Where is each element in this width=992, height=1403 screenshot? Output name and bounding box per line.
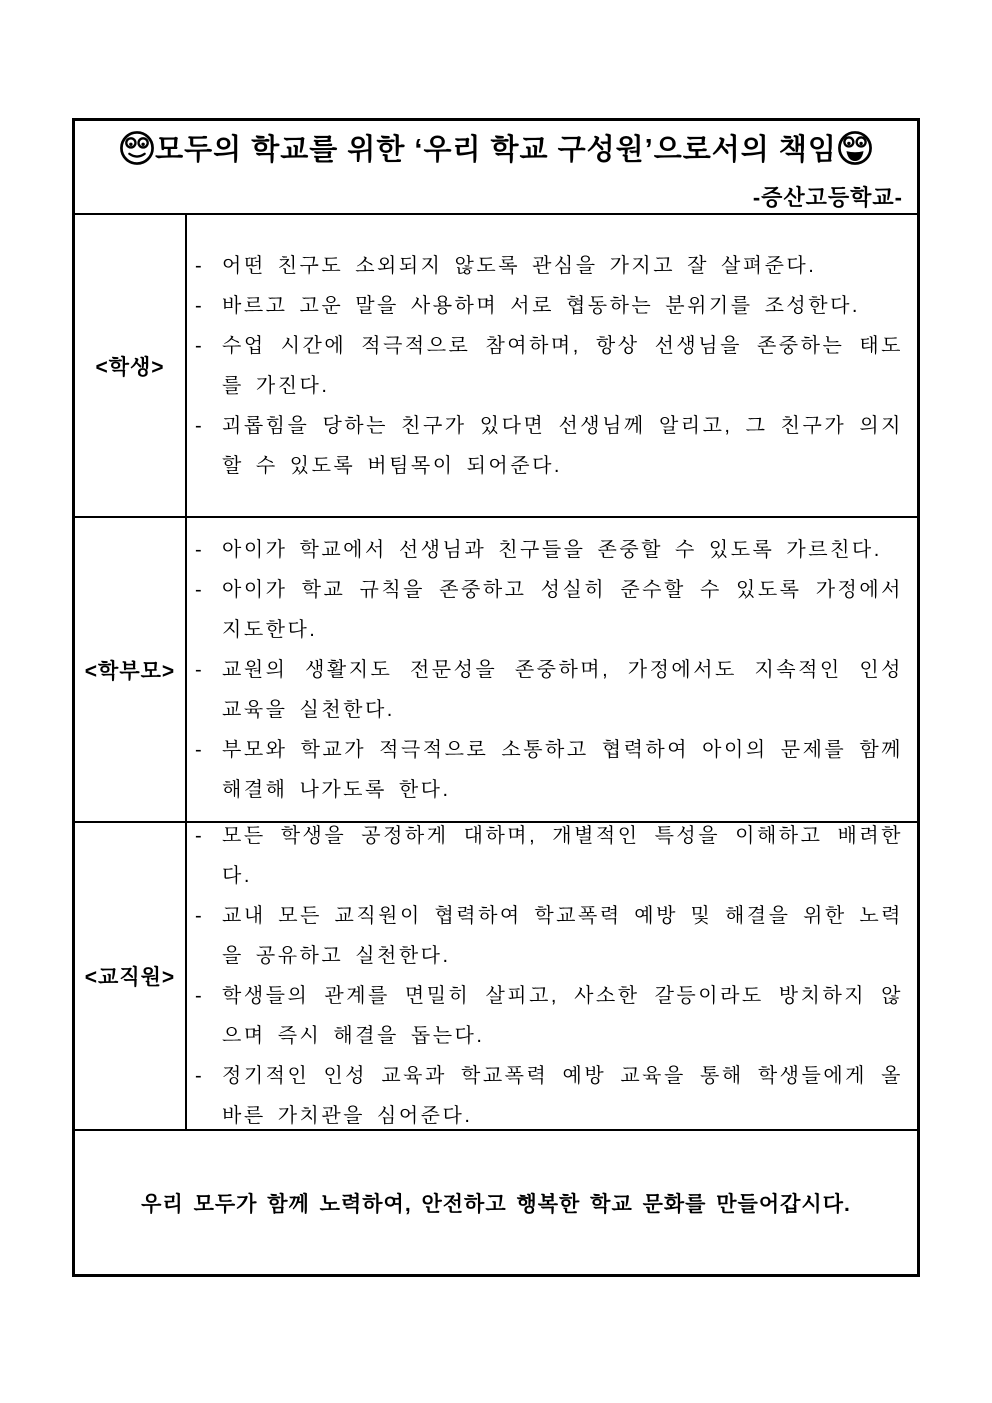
bullet-item xyxy=(195,570,903,650)
bullet-dash: - xyxy=(195,254,205,277)
bullet-text: 교내 모든 교직원이 협력하여 학교폭력 예방 및 해결을 위한 노력을 공유하고 실천한다. xyxy=(222,905,903,967)
bullet-dash: - xyxy=(195,1065,205,1087)
bullet-dash: - xyxy=(195,985,205,1007)
bullet-item xyxy=(195,823,903,896)
bullet-dash: - xyxy=(195,334,205,357)
bullet-dash: - xyxy=(195,738,205,761)
bullet-dash: - xyxy=(195,414,205,437)
section-label-staff: <교직원> xyxy=(75,823,187,1131)
bullet-item xyxy=(195,976,903,1056)
bullet-dash: - xyxy=(195,578,205,601)
closing-statement: 우리 모두가 함께 노력하여, 안전하고 행복한 학교 문화를 만들어갑시다. xyxy=(141,1192,851,1216)
section-label-students: <학생> xyxy=(75,215,187,518)
bullet-text: 학생들의 관계를 면밀히 살피고, 사소한 갈등이라도 방치하지 않으며 즉시 해결을 돕는다. xyxy=(222,985,903,1047)
bullet-item xyxy=(195,286,903,326)
bullet-text: 아이가 학교 규칙을 존중하고 성실히 준수할 수 있도록 가정에서 지도한다. xyxy=(222,578,903,641)
responsibility-table xyxy=(72,118,920,1277)
title-text: 모두의 학교를 위한 ‘우리 학교 구성원’으로서의 책임 xyxy=(155,134,837,166)
bullet-item xyxy=(195,326,903,406)
page-title xyxy=(85,127,907,168)
bullet-item xyxy=(195,650,903,730)
section-content-students xyxy=(187,215,917,518)
bullet-item xyxy=(195,246,903,286)
open-mouth-smiley-icon xyxy=(837,130,873,166)
section-content-parents xyxy=(187,518,917,823)
bullet-dash: - xyxy=(195,825,205,847)
bullet-dash: - xyxy=(195,538,205,561)
school-name: -증산고등학교- xyxy=(752,185,903,210)
bullet-text: 정기적인 인성 교육과 학교폭력 예방 교육을 통해 학생들에게 올바른 가치관을 심어준다. xyxy=(222,1065,903,1127)
bullet-item xyxy=(195,530,903,570)
bullet-text: 부모와 학교가 적극적으로 소통하고 협력하여 아이의 문제를 함께 해결해 나가도록 한다. xyxy=(222,738,903,801)
bullet-item xyxy=(195,730,903,810)
bullet-dash: - xyxy=(195,905,205,927)
section-label-parents: <학부모> xyxy=(75,518,187,823)
bullet-text: 어떤 친구도 소외되지 않도록 관심을 가지고 잘 살펴준다. xyxy=(222,254,817,277)
bullet-item xyxy=(195,406,903,486)
smiley-face-icon xyxy=(119,130,155,166)
bullet-dash: - xyxy=(195,658,205,681)
bullet-text: 교원의 생활지도 전문성을 존중하며, 가정에서도 지속적인 인성 교육을 실천한다. xyxy=(222,658,903,721)
bullet-dash: - xyxy=(195,294,205,317)
bullet-text: 괴롭힘을 당하는 친구가 있다면 선생님께 알리고, 그 친구가 의지할 수 있도록 버팀목이 되어준다. xyxy=(222,414,903,477)
bullet-text: 수업 시간에 적극적으로 참여하며, 항상 선생님을 존중하는 태도를 가진다. xyxy=(222,334,903,397)
bullet-text: 아이가 학교에서 선생님과 친구들을 존중할 수 있도록 가르친다. xyxy=(222,538,882,561)
bullet-item xyxy=(195,896,903,976)
bullet-item xyxy=(195,1056,903,1131)
bullet-text: 바르고 고운 말을 사용하며 서로 협동하는 분위기를 조성한다. xyxy=(222,294,860,317)
bullet-text: 모든 학생을 공정하게 대하며, 개별적인 특성을 이해하고 배려한다. xyxy=(222,825,903,887)
section-content-staff xyxy=(187,823,917,1131)
title-cell xyxy=(75,121,917,215)
